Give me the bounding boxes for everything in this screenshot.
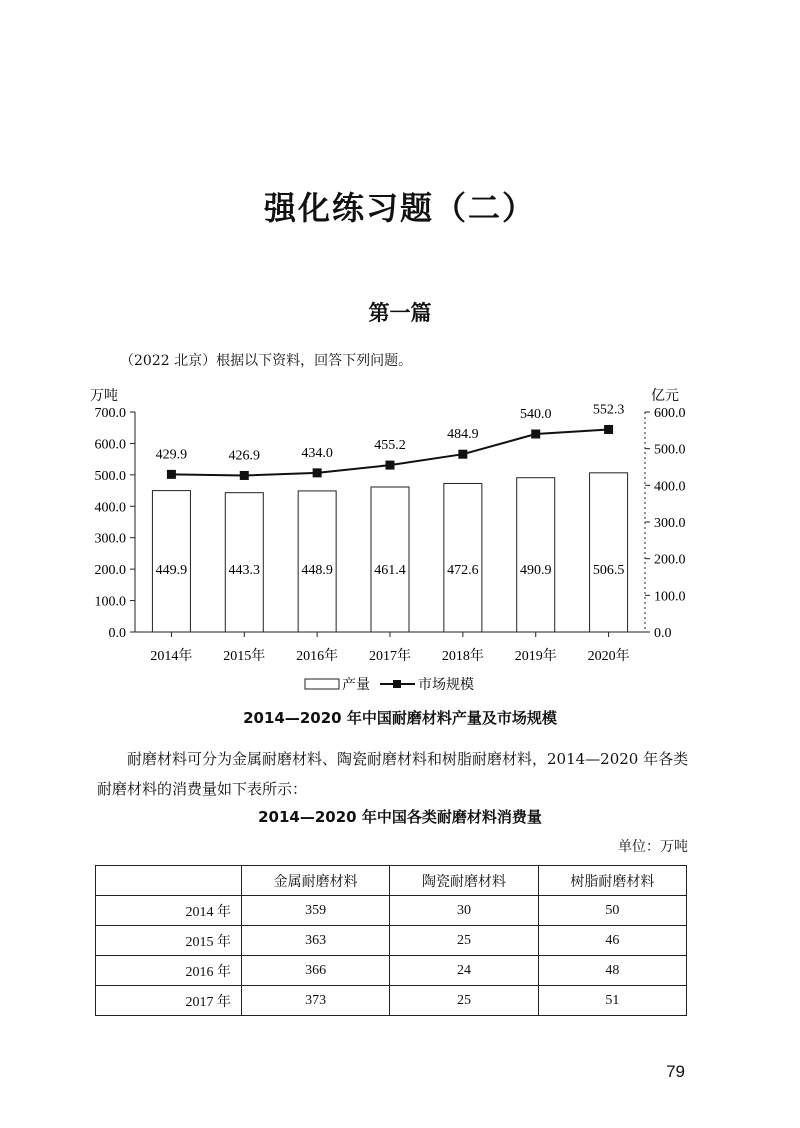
line-value-label: 429.9 xyxy=(155,447,188,463)
table-cell: 363 xyxy=(242,926,390,956)
table-cell: 366 xyxy=(242,956,390,986)
line-marker xyxy=(386,461,395,470)
y2-axis-label: 亿元 xyxy=(651,389,679,404)
bar-value-label: 448.9 xyxy=(301,563,333,579)
table-title: 2014—2020 年中国各类耐磨材料消费量 xyxy=(258,808,542,826)
production-market-chart xyxy=(80,380,720,705)
table-cell: 30 xyxy=(390,896,538,926)
line-marker xyxy=(167,470,176,479)
line-value-label: 552.3 xyxy=(592,402,625,418)
y-tick-label-right: 400.0 xyxy=(654,479,686,495)
table-cell-year: 2014 年 xyxy=(96,896,242,926)
table-cell: 25 xyxy=(390,926,538,956)
line-marker xyxy=(313,468,322,477)
table-row xyxy=(96,896,687,926)
legend-line-marker xyxy=(393,680,401,688)
line-marker xyxy=(531,430,540,439)
y-tick-label-right: 200.0 xyxy=(654,552,686,568)
bar-value-label: 449.9 xyxy=(155,563,188,579)
intro-text: （2022 北京）根据以下资料，回答下列问题。 xyxy=(120,353,413,369)
bar-value-label: 472.6 xyxy=(447,563,479,579)
page-title: 强化练习题（二） xyxy=(263,189,536,227)
bar xyxy=(298,491,336,632)
line-value-label: 434.0 xyxy=(301,445,333,461)
bar xyxy=(444,483,482,632)
y-tick-label-right: 100.0 xyxy=(654,589,686,605)
x-tick-label: 2017年 xyxy=(369,649,411,664)
y-tick-label-left: 700.0 xyxy=(94,406,126,421)
table-cell: 359 xyxy=(242,896,390,926)
legend-line-label: 市场规模 xyxy=(418,678,474,693)
header-cell-ceramic: 陶瓷耐磨材料 xyxy=(390,866,538,896)
x-tick-label: 2019年 xyxy=(514,649,557,664)
y-tick-label-left: 0.0 xyxy=(108,626,126,641)
line-value-label: 426.9 xyxy=(228,448,261,464)
table-cell-year: 2015 年 xyxy=(96,926,242,956)
bar-value-label: 490.9 xyxy=(519,563,552,579)
body-paragraph: 耐磨材料可分为金属耐磨材料、陶瓷耐磨材料和树脂耐磨材料，2014—2020 年各类耐磨材料的消费量如下表所示： xyxy=(97,750,689,798)
bar xyxy=(517,478,555,632)
table-cell-year: 2016 年 xyxy=(96,956,242,986)
y-tick-label-left: 300.0 xyxy=(94,531,126,547)
table-cell-year: 2017 年 xyxy=(96,986,242,1016)
legend xyxy=(305,676,474,693)
line-value-label: 455.2 xyxy=(374,438,406,454)
table-row xyxy=(96,956,687,986)
table-header-row xyxy=(96,866,687,896)
bar-value-label: 443.3 xyxy=(228,563,261,579)
bar xyxy=(152,491,190,632)
table-unit: 单位：万吨 xyxy=(618,839,688,855)
y-tick-label-right: 500.0 xyxy=(654,442,686,458)
table-cell: 51 xyxy=(538,986,686,1016)
consumption-table xyxy=(95,865,687,1016)
table-cell: 50 xyxy=(538,896,686,926)
table-row xyxy=(96,986,687,1016)
y-tick-label-left: 200.0 xyxy=(94,563,126,579)
header-cell-resin: 树脂耐磨材料 xyxy=(538,866,686,896)
line-marker xyxy=(458,450,467,459)
line-marker xyxy=(240,471,249,480)
line-value-label: 484.9 xyxy=(447,427,479,443)
bar-value-label: 461.4 xyxy=(374,563,406,579)
table-cell: 48 xyxy=(538,956,686,986)
table-cell: 46 xyxy=(538,926,686,956)
bar xyxy=(590,473,628,632)
y-tick-label-left: 500.0 xyxy=(94,468,126,484)
x-tick-label: 2016年 xyxy=(296,649,339,664)
section-heading: 第一篇 xyxy=(368,300,432,325)
legend-bar-label: 产量 xyxy=(342,678,370,693)
y-tick-label-right: 0.0 xyxy=(654,626,672,641)
bar-value-label: 506.5 xyxy=(592,563,625,579)
table-cell: 373 xyxy=(242,986,390,1016)
y-tick-label-left: 400.0 xyxy=(94,500,126,516)
table-row xyxy=(96,926,687,956)
y-tick-label-left: 600.0 xyxy=(94,437,126,453)
line-marker xyxy=(604,425,613,434)
line-value-label: 540.0 xyxy=(519,407,552,422)
x-tick-label: 2014年 xyxy=(150,649,193,664)
legend-bar-swatch xyxy=(305,679,339,689)
header-cell-empty xyxy=(96,866,242,896)
x-tick-label: 2018年 xyxy=(441,649,484,664)
header-cell-metal: 金属耐磨材料 xyxy=(242,866,390,896)
table-cell: 25 xyxy=(390,986,538,1016)
y-tick-label-right: 600.0 xyxy=(654,406,686,421)
y-tick-label-left: 100.0 xyxy=(94,594,126,610)
x-tick-label: 2020年 xyxy=(587,649,630,664)
table-cell: 24 xyxy=(390,956,538,986)
x-tick-label: 2015年 xyxy=(223,649,266,664)
page-number: 79 xyxy=(666,1062,685,1081)
bar xyxy=(371,487,409,632)
y-axis-label: 万吨 xyxy=(90,389,118,404)
chart-caption: 2014—2020 年中国耐磨材料产量及市场规模 xyxy=(243,709,557,727)
y-tick-label-right: 300.0 xyxy=(654,516,686,531)
